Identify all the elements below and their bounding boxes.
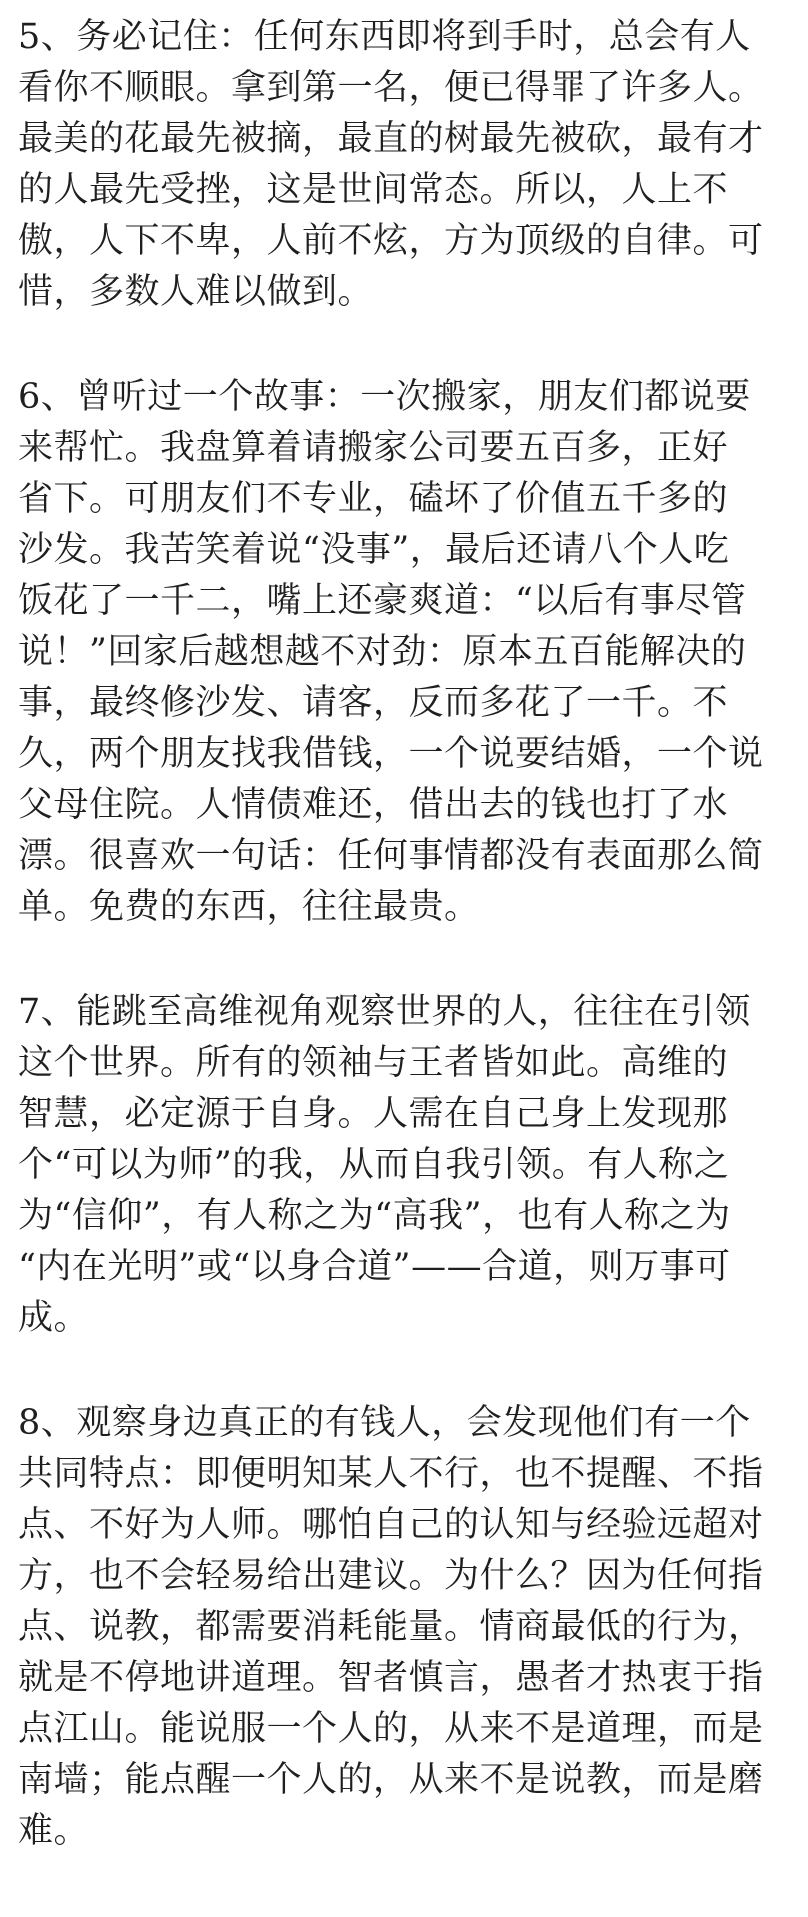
text-line: 共同特点：即便明知某人不行，也不提醒、不指	[18, 1454, 764, 1494]
text-line: 个“可以为师”的我，从而自我引领。有人称之	[18, 1145, 730, 1185]
text-line: 5、务必记住：任何东西即将到手时，总会有人	[18, 17, 751, 57]
text-line: 就是不停地讲道理。智者慎言，愚者才热衷于指	[18, 1658, 764, 1698]
text-line: 的人最先受挫，这是世间常态。所以，人上不	[18, 170, 729, 210]
text-line: 事，最终修沙发、请客，反而多花了一千。不	[18, 683, 729, 723]
text-line: 7、能跳至高维视角观察世界的人，往往在引领	[18, 992, 751, 1032]
text-line: 南墙；能点醒一个人的，从来不是说教，而是磨	[18, 1760, 764, 1800]
text-line: 饭花了一千二，嘴上还豪爽道：“以后有事尽管	[18, 581, 747, 621]
text-line: 漂。很喜欢一句话：任何事情都没有表面那么简	[18, 836, 764, 876]
text-line: 这个世界。所有的领袖与王者皆如此。高维的	[18, 1043, 729, 1083]
text-line: 说！”回家后越想越不对劲：原本五百能解决的	[18, 632, 747, 672]
paragraph-6	[18, 372, 794, 933]
text-line: 为“信仰”，有人称之为“高我”，也有人称之为	[18, 1196, 731, 1236]
text-line: 智慧，必定源于自身。人需在自己身上发现那	[18, 1094, 729, 1134]
paragraph-spacer	[18, 933, 794, 987]
text-line: 省下。可朋友们不专业，磕坏了价值五千多的	[18, 479, 729, 519]
paragraph-7	[18, 987, 794, 1344]
text-line: 8、观察身边真正的有钱人，会发现他们有一个	[18, 1403, 751, 1443]
paragraph-8	[18, 1398, 794, 1857]
text-line: “内在光明”或“以身合道”——合道，则万事可	[18, 1247, 731, 1287]
paragraph-spacer	[18, 1344, 794, 1398]
text-line: 久，两个朋友找我借钱，一个说要结婚，一个说	[18, 734, 764, 774]
paragraph-5	[18, 12, 794, 318]
text-line: 傲，人下不卑，人前不炫，方为顶级的自律。可	[18, 221, 764, 261]
text-line: 父母住院。人情债难还，借出去的钱也打了水	[18, 785, 729, 825]
text-line: 点、不好为人师。哪怕自己的认知与经验远超对	[18, 1505, 764, 1545]
paragraph-spacer	[18, 318, 794, 372]
text-line: 点、说教，都需要消耗能量。情商最低的行为，	[18, 1607, 764, 1647]
text-line: 看你不顺眼。拿到第一名，便已得罪了许多人。	[18, 68, 764, 108]
text-line: 沙发。我苦笑着说“没事”，最后还请八个人吃	[18, 530, 730, 570]
text-line: 最美的花最先被摘，最直的树最先被砍，最有才	[18, 119, 764, 159]
text-line: 来帮忙。我盘算着请搬家公司要五百多，正好	[18, 428, 729, 468]
text-line: 6、曾听过一个故事：一次搬家，朋友们都说要	[18, 377, 751, 417]
text-line: 点江山。能说服一个人的，从来不是道理，而是	[18, 1709, 764, 1749]
text-line: 难。	[18, 1811, 90, 1851]
text-line: 惜，多数人难以做到。	[18, 272, 374, 312]
text-line: 方，也不会轻易给出建议。为什么？因为任何指	[18, 1556, 764, 1596]
text-line: 成。	[18, 1298, 90, 1338]
text-line: 单。免费的东西，往往最贵。	[18, 887, 480, 927]
